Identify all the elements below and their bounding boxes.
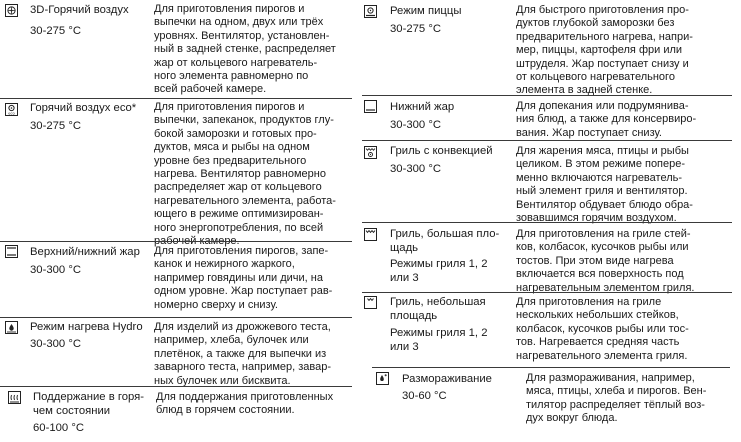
- mode-row-convection-grill: [362, 141, 741, 223]
- mode-description: Для допекания или подрумянива- ния блюд, а также для консервиро- вания. Жар поступает снизу.: [516, 100, 697, 139]
- mode-temperature: 30-275 °C: [30, 120, 81, 132]
- mode-description: Для приготовления пирогов, запе- канок и нежирного жаркого, например говядины или дичи, на одном уровне. Жар поступает рав- номерно сверху и снизу.: [154, 245, 333, 311]
- mode-row-pizza: [362, 0, 741, 95]
- mode-name: Режим пиццы: [390, 5, 462, 17]
- mode-row-top-bottom-heat: [0, 242, 362, 318]
- mode-row-bottom-heat: [362, 96, 741, 141]
- mode-row-3d-hot-air: [0, 0, 362, 100]
- mode-row-hydro: [0, 318, 362, 386]
- mode-temperature: 30-300 °C: [390, 119, 441, 131]
- mode-description: Для приготовления на гриле стей- ков, колбасок, кусочков рыбы или тостов. При этом виде нагрева включается вся поверхность под нагревательным элементом гриля.: [516, 228, 695, 294]
- mode-name: Верхний/нижний жар: [30, 246, 140, 258]
- mode-temperature: 30-300 °C: [30, 264, 81, 276]
- pizza-mode-icon: [364, 5, 377, 18]
- bottom-heat-icon: [364, 100, 377, 113]
- grill-small-area-icon: [364, 296, 377, 309]
- mode-description: Для приготовления пирогов и выпечки на одном, двух или трёх уровнях. Вентилятор, установлен- ный в задней стенке, распределяет жар от кольцевого нагреватель- ного элемента равномерно по всей рабочей камере.: [154, 3, 336, 96]
- mode-temperature: 30-300 °C: [30, 338, 81, 350]
- hydro-heating-icon: [5, 321, 18, 334]
- mode-description: Для приготовления на гриле нескольких небольших стейков, колбасок, кусочков рыбы или тос- тов. Нагревается средняя часть нагревательного элемента гриля.: [516, 296, 689, 362]
- mode-name: Размораживание: [402, 373, 492, 385]
- row-separator: [0, 98, 352, 99]
- grill-large-area-icon: [364, 228, 377, 241]
- mode-description: Для приготовления пирогов и выпечки, запеканок, продуктов глу- бокой заморозки и готовых про- дуктов, мяса и рыбы на одном уровне без предварительного нагрева. Вентилятор равномерно распределяет жар от кольцевого нагревательного элемента, работа- ющего в режиме оптимизирован- ного энергопотребления, по всей рабочей камере.: [154, 101, 336, 248]
- mode-name: Нижний жар: [390, 101, 455, 113]
- hot-air-eco-icon: [5, 103, 18, 116]
- top-bottom-heat-icon: [5, 245, 18, 258]
- mode-row-grill-small: [362, 293, 741, 368]
- mode-temperature: 30-275 °C: [30, 25, 81, 37]
- defrost-icon: [376, 372, 389, 385]
- mode-description: Для размораживания, например, мяса, птицы, хлеба и пирогов. Вен- тилятор распределяет тёплый воз- дух вокруг блюда.: [526, 372, 707, 425]
- mode-temperature: 30-60 °C: [402, 390, 447, 402]
- mode-temperature: 60-100 °C: [33, 422, 84, 434]
- mode-temperature: 30-300 °C: [390, 163, 441, 175]
- mode-name: Горячий воздух eco*: [30, 102, 137, 114]
- mode-description: Для жарения мяса, птицы и рыбы целиком. В этом режиме попере- менно включаются нагреватель- ный элемент гриля и вентилятор. Вентилятор обдувает блюдо обра- зовавшимся горячим воздухом.: [516, 145, 693, 225]
- mode-row-keep-warm: [0, 387, 362, 442]
- mode-description: Для поддержания приготовленных блюд в горячем состоянии.: [156, 391, 334, 417]
- keep-warm-icon: [8, 391, 21, 404]
- mode-name: 3D-Горячий воздух: [30, 4, 129, 16]
- 3d-hot-air-icon: [5, 4, 18, 17]
- mode-name: Поддержание в горя- чем состоянии: [33, 391, 145, 417]
- mode-name: Гриль, большая пло- щадь: [390, 228, 500, 254]
- mode-name: Гриль с конвекцией: [390, 145, 493, 157]
- mode-description: Для быстрого приготовления про- дуктов глубокой заморозки без предварительного нагрева, напри- мер, пиццы, картофеля фри или штруделя. Жар поступает снизу и от кольцевого нагревательного элемента в задней стенке.: [516, 4, 693, 97]
- mode-name: Режим нагрева Hydro: [30, 321, 143, 333]
- mode-row-defrost: [362, 368, 741, 442]
- mode-row-hot-air-eco: [0, 100, 362, 248]
- mode-temperature: 30-275 °C: [390, 23, 441, 35]
- mode-name: Гриль, небольшая площадь: [390, 296, 486, 322]
- mode-temperature: Режимы гриля 1, 2 или 3: [390, 327, 488, 353]
- convection-grill-icon: [364, 146, 377, 159]
- mode-description: Для изделий из дрожжевого теста, например, хлеба, булочек или плетёнок, а также для выпечки из заварного теста, например, завар- ных булочек или бисквита.: [154, 321, 332, 387]
- mode-temperature: Режимы гриля 1, 2 или 3: [390, 258, 488, 284]
- mode-row-grill-large: [362, 223, 741, 295]
- svg-text:eco: eco: [8, 111, 15, 116]
